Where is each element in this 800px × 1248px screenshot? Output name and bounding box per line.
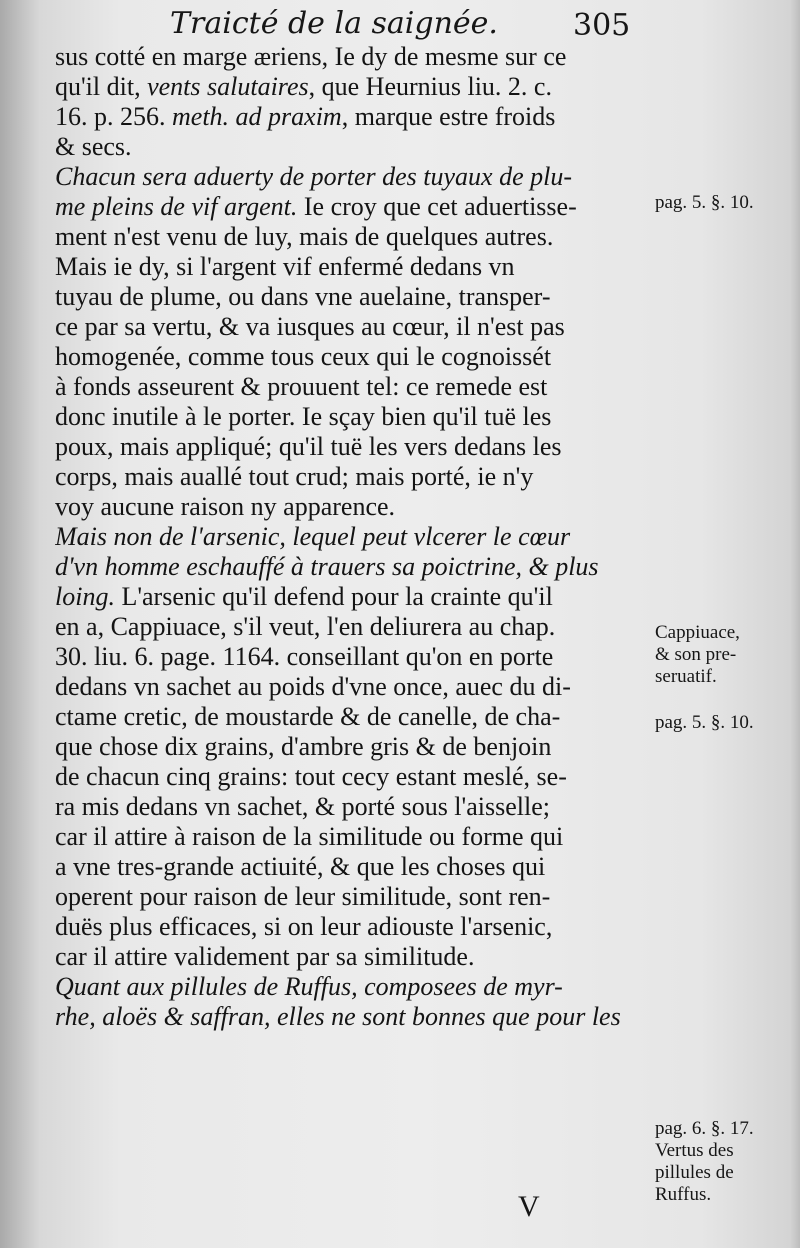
- text-line: [55, 102, 655, 132]
- text-run: voy aucune raison ny apparence.: [55, 492, 396, 521]
- text-line: [55, 192, 655, 222]
- margin-note-line: pag. 6. §. 17.: [655, 1118, 754, 1139]
- text-line: [55, 162, 655, 192]
- text-run: de chacun cinq grains: tout cecy estant meslé, se-: [55, 762, 567, 791]
- italic-run: Mais non de l'arsenic, lequel peut vlcerer le cœur: [55, 522, 571, 551]
- text-run: en a, Cappiuace, s'il veut, l'en deliurera au chap.: [55, 612, 556, 641]
- text-line: [55, 972, 655, 1002]
- text-line: [55, 1002, 655, 1032]
- text-run: car il attire à raison de la similitude ou forme qui: [55, 822, 564, 851]
- text-run: qu'il dit,: [55, 72, 148, 101]
- margin-note-line: pag. 5. §. 10.: [655, 712, 754, 733]
- italic-run: rhe, aloës & saffran, elles ne sont bonnes que pour les: [55, 1002, 621, 1031]
- margin-note-3: [655, 712, 800, 734]
- margin-note-line: pag. 5. §. 10.: [655, 192, 754, 213]
- text-line: [55, 522, 655, 552]
- text-line: [55, 342, 655, 372]
- text-run: tuyau de plume, ou dans vne auelaine, transper-: [55, 282, 551, 311]
- text-line: [55, 612, 655, 642]
- text-line: [55, 552, 655, 582]
- text-run: que chose dix grains, d'ambre gris & de benjoin: [55, 732, 552, 761]
- text-run: ctame cretic, de moustarde & de canelle, de cha-: [55, 702, 561, 731]
- margin-note-line: Vertus des: [655, 1140, 734, 1161]
- margin-note-line: Ruffus.: [655, 1184, 712, 1205]
- text-run: Mais ie dy, si l'argent vif enfermé dedans vn: [55, 252, 515, 281]
- text-line: [55, 642, 655, 672]
- text-run: poux, mais appliqué; qu'il tuë les vers dedans les: [55, 432, 562, 461]
- text-line: [55, 702, 655, 732]
- signature-mark: V: [518, 1190, 540, 1223]
- italic-run: Chacun sera aduerty de porter des tuyaux de plu-: [55, 162, 573, 191]
- text-line: [55, 462, 655, 492]
- text-line: [55, 372, 655, 402]
- margin-note-1: [655, 192, 800, 214]
- text-run: 16. p. 256.: [55, 102, 172, 131]
- text-line: [55, 222, 655, 252]
- italic-run: Quant aux pillules de Ruffus, composees de myr-: [55, 972, 563, 1001]
- text-line: [55, 402, 655, 432]
- text-run: duës plus efficaces, si on leur adiouste l'arsenic,: [55, 912, 553, 941]
- text-run: ment n'est venu de luy, mais de quelques autres.: [55, 222, 554, 251]
- text-run: a vne tres-grande actiuité, & que les choses qui: [55, 852, 546, 881]
- text-line: [55, 882, 655, 912]
- italic-run: meth. ad praxim: [172, 102, 342, 131]
- text-line: [55, 282, 655, 312]
- text-run: Ie croy que cet aduertisse-: [297, 192, 577, 221]
- margin-note-4: [655, 1118, 800, 1206]
- running-title: Traicté de la saignée.: [170, 6, 498, 41]
- text-line: [55, 582, 655, 612]
- text-run: dedans vn sachet au poids d'vne once, auec du di-: [55, 672, 571, 701]
- italic-run: d'vn homme eschauffé à trauers sa poictrine, & plus: [55, 552, 599, 581]
- text-run: operent pour raison de leur similitude, sont ren-: [55, 882, 551, 911]
- text-run: homogenée, comme tous ceux qui le cognoissét: [55, 342, 552, 371]
- margin-note-line: seruatif.: [655, 666, 717, 687]
- text-run: sus cotté en marge æriens, Ie dy de mesme sur ce: [55, 42, 567, 71]
- text-line: [55, 42, 655, 72]
- text-line: [55, 852, 655, 882]
- text-line: [55, 792, 655, 822]
- text-line: [55, 822, 655, 852]
- margin-note-line: Cappiuace,: [655, 622, 740, 643]
- text-line: [55, 312, 655, 342]
- text-run: car il attire validement par sa similitude.: [55, 942, 475, 971]
- margin-note-line: pillules de: [655, 1162, 734, 1183]
- text-line: [55, 762, 655, 792]
- text-run: , que Heurnius liu. 2. c.: [308, 72, 552, 101]
- text-run: ra mis dedans vn sachet, & porté sous l'aisselle;: [55, 792, 550, 821]
- text-run: à fonds asseurent & prouuent tel: ce remede est: [55, 372, 548, 401]
- text-line: [55, 672, 655, 702]
- text-line: [55, 912, 655, 942]
- text-line: [55, 72, 655, 102]
- body-text: [55, 42, 655, 1032]
- text-line: [55, 132, 655, 162]
- text-run: , marque estre froids: [341, 102, 556, 131]
- text-line: [55, 942, 655, 972]
- text-run: L'arsenic qu'il defend pour la crainte qu'il: [114, 582, 553, 611]
- page-number: 305: [573, 8, 631, 43]
- text-line: [55, 432, 655, 462]
- italic-run: loing.: [55, 582, 115, 611]
- text-run: corps, mais auallé tout crud; mais porté, ie n'y: [55, 462, 534, 491]
- italic-run: vents salutaires: [147, 72, 309, 101]
- text-run: & secs.: [55, 132, 132, 161]
- text-line: [55, 492, 655, 522]
- text-line: [55, 732, 655, 762]
- margin-note-line: & son pre-: [655, 644, 737, 665]
- text-run: donc inutile à le porter. Ie sçay bien qu'il tuë les: [55, 402, 552, 431]
- margin-note-2: [655, 622, 800, 688]
- text-run: 30. liu. 6. page. 1164. conseillant qu'on en porte: [55, 642, 554, 671]
- text-line: [55, 252, 655, 282]
- text-run: ce par sa vertu, & va iusques au cœur, il n'est pas: [55, 312, 565, 341]
- italic-run: me pleins de vif argent.: [55, 192, 298, 221]
